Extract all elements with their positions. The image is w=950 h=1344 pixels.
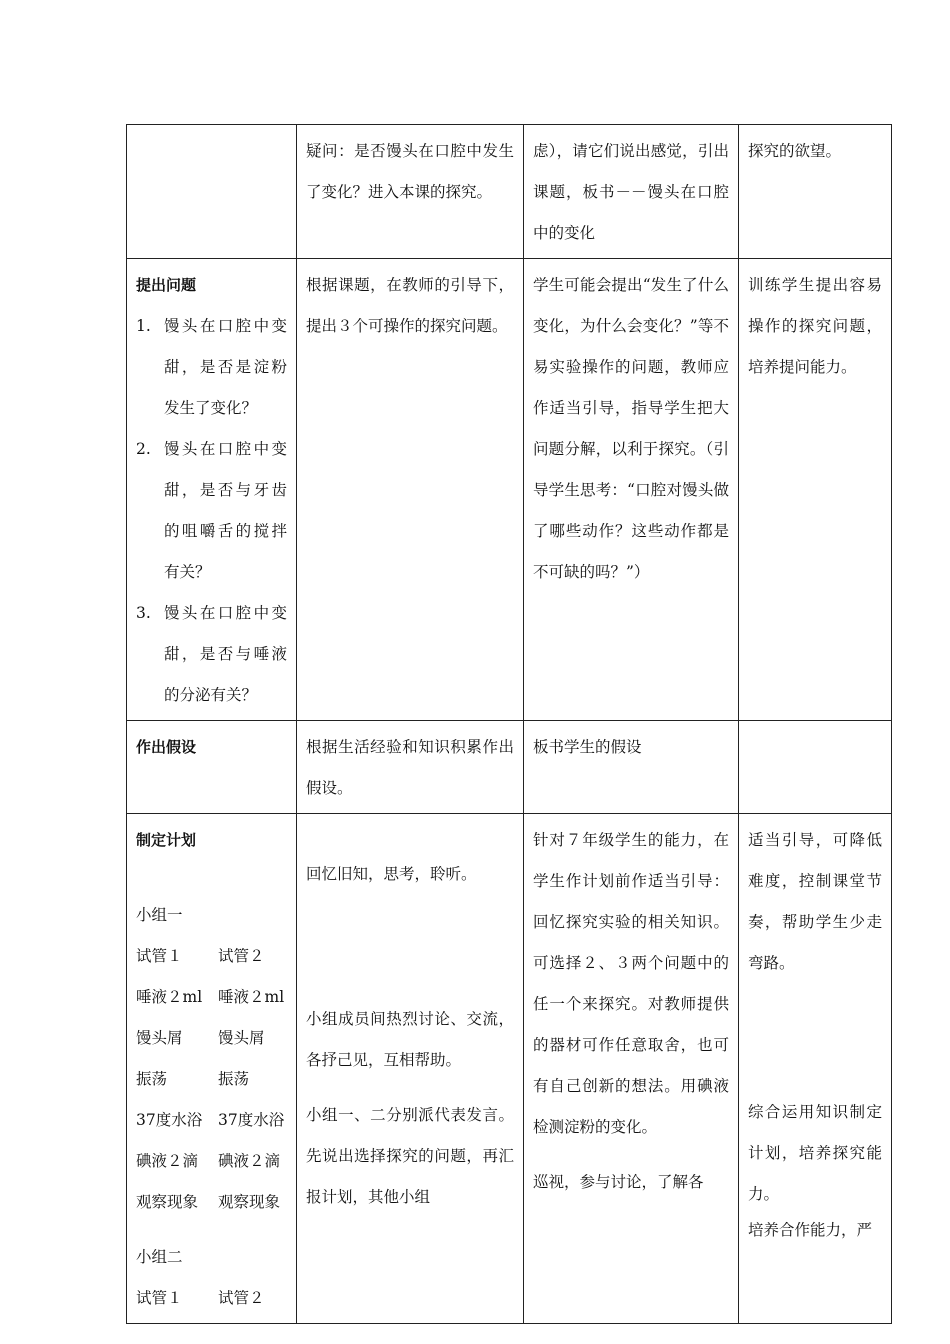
stage-title: 作出假设 — [136, 738, 197, 756]
plan-step: 唾液２ml 唾液２ml — [136, 988, 285, 1006]
cell-teacher-activity: 学生可能会提出“发生了什么变化，为什么会变化？”等不易实验操作的问题，教师应作适当引导，指导学生把大问题分解，以利于探究。（引导学生思考：“口腔对馒头做了哪些动作？这些动作都是不可缺的吗？”） — [524, 259, 739, 721]
cell-student-activity: 根据课题，在教师的引导下，提出３个可操作的探究问题。 — [297, 259, 524, 721]
cell-teacher-activity — [524, 814, 739, 1324]
group-label: 小组一 — [136, 906, 183, 924]
stage-title: 提出问题 — [136, 276, 197, 294]
cell-design-intent — [739, 721, 892, 814]
plan-step: 馒头屑 馒头屑 — [136, 1029, 265, 1047]
question-item: 2. 馒头在口腔中变甜，是否与牙齿的咀嚼舌的搅拌有关？ — [136, 440, 287, 581]
cell-student-activity: 根据生活经验和知识积累作出假设。 — [297, 721, 524, 814]
paragraph: 回忆旧知，思考，聆听。 — [306, 865, 477, 883]
cell-student-activity — [297, 814, 524, 1324]
lesson-plan-table — [126, 124, 892, 1324]
plan-step: 试管１ 试管２ — [136, 1289, 265, 1307]
group-label: 小组二 — [136, 1248, 183, 1266]
paragraph: 培养合作能力，严 — [748, 1221, 873, 1239]
table-row-plan — [127, 814, 892, 1324]
cell-student-activity: 疑问：是否馒头在口腔中发生了变化？进入本课的探究。 — [297, 125, 524, 259]
paragraph: 小组一、二分别派代表发言。先说出选择探究的问题，再汇报计划，其他小组 — [306, 1106, 514, 1206]
paragraph: 针对７年级学生的能力，在学生作计划前作适当引导：回忆探究实验的相关知识。可选择２、３两个问题中的任一个来探究。对教师提供的器材可作任意取舍，也可有自己创新的想法。用碘液检测淀粉的变化。 — [533, 831, 729, 1136]
cell-design-intent — [739, 814, 892, 1324]
cell-teacher-activity: 板书学生的假设 — [524, 721, 739, 814]
table-row-hypothesis — [127, 721, 892, 814]
plan-step: 试管１ 试管２ — [136, 947, 265, 965]
table-row-continuation — [127, 125, 892, 259]
question-list — [136, 306, 287, 716]
paragraph: 综合运用知识制定计划，培养探究能力。 — [748, 1103, 882, 1203]
stage-title: 制定计划 — [136, 831, 197, 849]
cell-stage-question — [127, 259, 297, 721]
cell-design-intent: 训练学生提出容易操作的探究问题，培养提问能力。 — [739, 259, 892, 721]
plan-step: 37度水浴 37度水浴 — [136, 1111, 285, 1129]
cell-design-intent: 探究的欲望。 — [739, 125, 892, 259]
paragraph: 适当引导，可降低难度，控制课堂节奏，帮助学生少走弯路。 — [748, 831, 882, 972]
cell-stage-plan — [127, 814, 297, 1324]
paragraph: 小组成员间热烈讨论、交流，各抒己见，互相帮助。 — [306, 1010, 514, 1069]
table-row-question — [127, 259, 892, 721]
paragraph: 巡视，参与讨论，了解各 — [533, 1173, 704, 1191]
cell-stage-hypothesis — [127, 721, 297, 814]
question-item: 3. 馒头在口腔中变甜，是否与唾液的分泌有关？ — [136, 604, 287, 704]
plan-step: 观察现象 观察现象 — [136, 1193, 281, 1211]
plan-step: 振荡 振荡 — [136, 1070, 250, 1088]
cell-teacher-activity: 虑），请它们说出感觉，引出课题，板书－－馒头在口腔中的变化 — [524, 125, 739, 259]
question-item: 1. 馒头在口腔中变甜，是否是淀粉发生了变化？ — [136, 317, 287, 417]
plan-step: 碘液２滴 碘液２滴 — [136, 1152, 281, 1170]
cell-stage-empty — [127, 125, 297, 259]
